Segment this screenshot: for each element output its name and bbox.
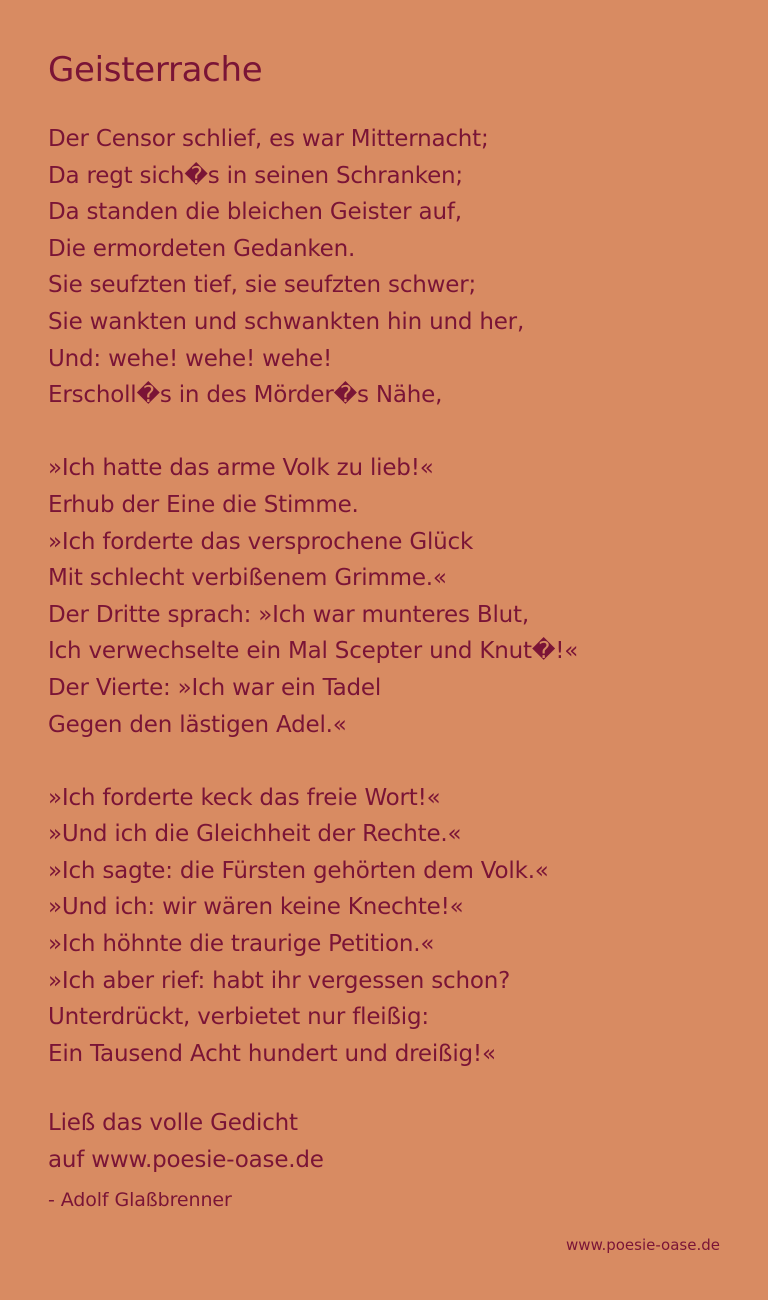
poem-line: Da regt sich�s in seinen Schranken; — [48, 162, 463, 189]
poem-line: »Ich forderte keck das freie Wort!« — [48, 784, 441, 811]
poem-body — [48, 121, 748, 1109]
poem-line: »Und ich: wir wären keine Knechte!« — [48, 894, 464, 921]
site-url: www.poesie-oase.de — [566, 1236, 720, 1254]
poem-line: Erscholl�s in des Mörder�s Nähe, — [48, 382, 443, 409]
poem-line: Der Dritte sprach: »Ich war munteres Blut, — [48, 601, 529, 628]
poem-line: Ein Tausend Acht hundert und dreißig!« — [48, 1040, 496, 1067]
poem-line: Die ermordeten Gedanken. — [48, 235, 356, 262]
poem-line: Mit schlecht verbißenem Grimme.« — [48, 565, 447, 592]
cta-line: Ließ das volle Gedicht — [48, 1110, 298, 1136]
poem-line: Gegen den lästigen Adel.« — [48, 711, 347, 738]
poem-line: »Ich hatte das arme Volk zu lieb!« — [48, 455, 434, 482]
read-full-poem-note — [48, 1105, 324, 1178]
poem-line: Sie seufzten tief, sie seufzten schwer; — [48, 272, 477, 299]
cta-line: auf www.poesie-oase.de — [48, 1146, 324, 1173]
poem-line: »Und ich die Gleichheit der Rechte.« — [48, 821, 462, 848]
poem-author: - Adolf Glaßbrenner — [48, 1189, 232, 1211]
poem-title: Geisterrache — [48, 50, 263, 90]
poem-line: »Ich höhnte die traurige Petition.« — [48, 931, 435, 958]
poem-line: Unterdrückt, verbietet nur fleißig: — [48, 1004, 429, 1031]
poem-line: Der Censor schlief, es war Mitternacht; — [48, 126, 489, 152]
poem-line: Da standen die bleichen Geister auf, — [48, 199, 462, 226]
stanza-3 — [48, 780, 748, 1073]
stanza-1 — [48, 121, 748, 414]
poem-line: »Ich sagte: die Fürsten gehörten dem Volk.« — [48, 857, 549, 884]
poem-line: »Ich aber rief: habt ihr vergessen schon? — [48, 967, 511, 994]
poem-line: »Ich forderte das versprochene Glück — [48, 528, 474, 555]
poem-line: Erhub der Eine die Stimme. — [48, 491, 359, 518]
poem-line: Ich verwechselte ein Mal Scepter und Knut�!« — [48, 638, 579, 665]
poem-line: Sie wankten und schwankten hin und her, — [48, 308, 525, 335]
stanza-2 — [48, 450, 748, 743]
poem-line: Der Vierte: »Ich war ein Tadel — [48, 674, 382, 701]
poem-line: Und: wehe! wehe! wehe! — [48, 345, 333, 372]
